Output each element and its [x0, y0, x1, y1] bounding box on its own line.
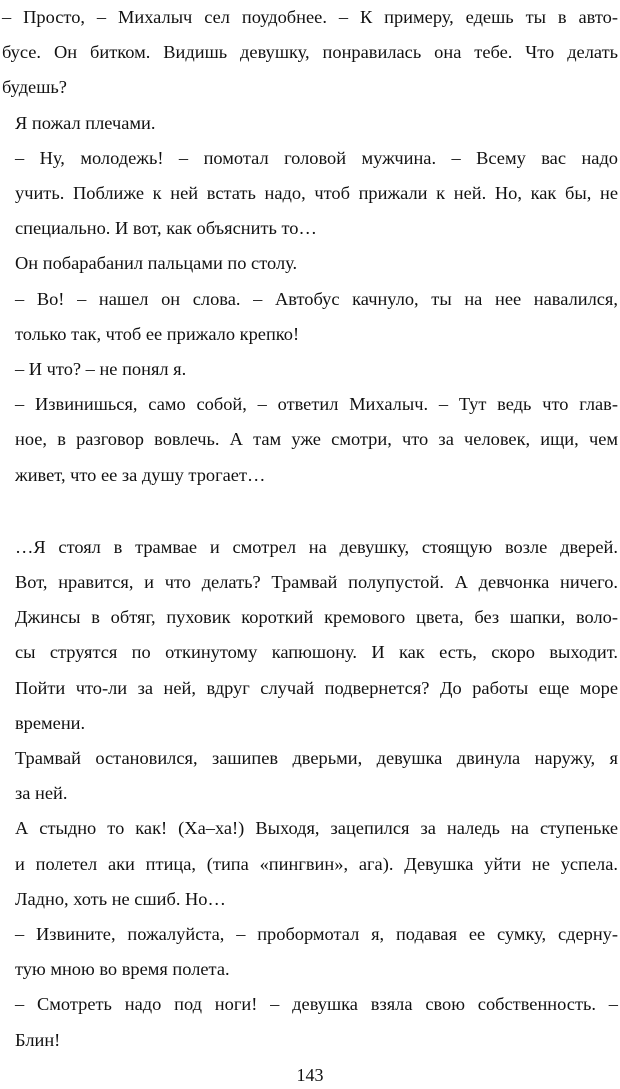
- text-line: будешь?: [2, 77, 67, 98]
- text-line: и полетел аки птица, (типа «пингвин», ага). Девушка уйти не успела.: [15, 853, 618, 874]
- text-line: – Извинишься, само собой, – ответил Михалыч. – Тут ведь что глав-: [15, 394, 618, 415]
- text-line: А стыдно то как! (Ха–ха!) Выходя, зацепился за наледь на ступеньке: [15, 818, 618, 839]
- paragraph: [2, 246, 618, 281]
- text-line: тую мною во время полета.: [15, 959, 230, 980]
- text-line: Вот, нравится, и что делать? Трамвай полупустой. А девчонка ничего.: [15, 572, 618, 593]
- body-text: [2, 0, 618, 1058]
- text-line: – Просто, – Михалыч сел поудобнее. – К примеру, едешь ты в авто-: [2, 7, 618, 27]
- text-line: Блин!: [15, 1029, 61, 1050]
- text-line: за ней.: [15, 783, 68, 804]
- text-line: Я пожал плечами.: [15, 112, 156, 133]
- section-break: [2, 493, 618, 530]
- text-line: – Во! – нашел он слова. – Автобус качнуло, ты на нее навалился,: [15, 288, 618, 309]
- paragraph: [2, 282, 618, 352]
- paragraph: [2, 387, 618, 493]
- text-line: Трамвай остановился, зашипев дверьми, девушка двинула наружу, я: [15, 748, 618, 769]
- text-line: Ладно, хоть не сшиб. Но…: [15, 888, 226, 909]
- text-line: Пойти что-ли за ней, вдруг случай подвернется? До работы еще море: [15, 677, 618, 698]
- paragraph: [2, 741, 618, 811]
- text-line: Джинсы в обтяг, пуховик короткий кремового цвета, без шапки, воло-: [15, 607, 618, 628]
- text-line: – Извините, пожалуйста, – пробормотал я, подавая ее сумку, сдерну-: [15, 924, 618, 945]
- paragraph: [2, 352, 618, 387]
- paragraph: [2, 917, 618, 987]
- text-line: – И что? – не понял я.: [15, 359, 187, 380]
- text-line: специально. И вот, как объяснить то…: [15, 218, 317, 239]
- text-line: только так, чтоб ее прижало крепко!: [15, 323, 300, 344]
- text-line: бусе. Он битком. Видишь девушку, понравилась она тебе. Что делать: [2, 42, 618, 63]
- text-line: ное, в разговор вовлечь. А там уже смотри, что за человек, ищи, чем: [15, 429, 618, 450]
- text-line: Он побарабанил пальцами по столу.: [15, 253, 298, 274]
- paragraph: [2, 0, 618, 106]
- paragraph: [2, 141, 618, 247]
- text-line: …Я стоял в трамвае и смотрел на девушку, стоящую возле дверей.: [15, 536, 618, 557]
- text-line: – Ну, молодежь! – помотал головой мужчина. – Всему вас надо: [15, 147, 618, 168]
- text-line: живет, что ее за душу трогает…: [15, 464, 266, 485]
- text-line: учить. Поближе к ней встать надо, чтоб прижали к ней. Но, как бы, не: [15, 183, 618, 204]
- paragraph: [2, 811, 618, 917]
- text-line: времени.: [15, 712, 86, 733]
- text-line: сы струятся по откинутому капюшону. И как есть, скоро выходит.: [15, 642, 618, 663]
- paragraph: [2, 987, 618, 1057]
- page-number: 143: [296, 1065, 324, 1085]
- paragraph: [2, 106, 618, 141]
- text-line: – Смотреть надо под ноги! – девушка взяла свою собственность. –: [15, 994, 618, 1015]
- paragraph: [2, 530, 618, 741]
